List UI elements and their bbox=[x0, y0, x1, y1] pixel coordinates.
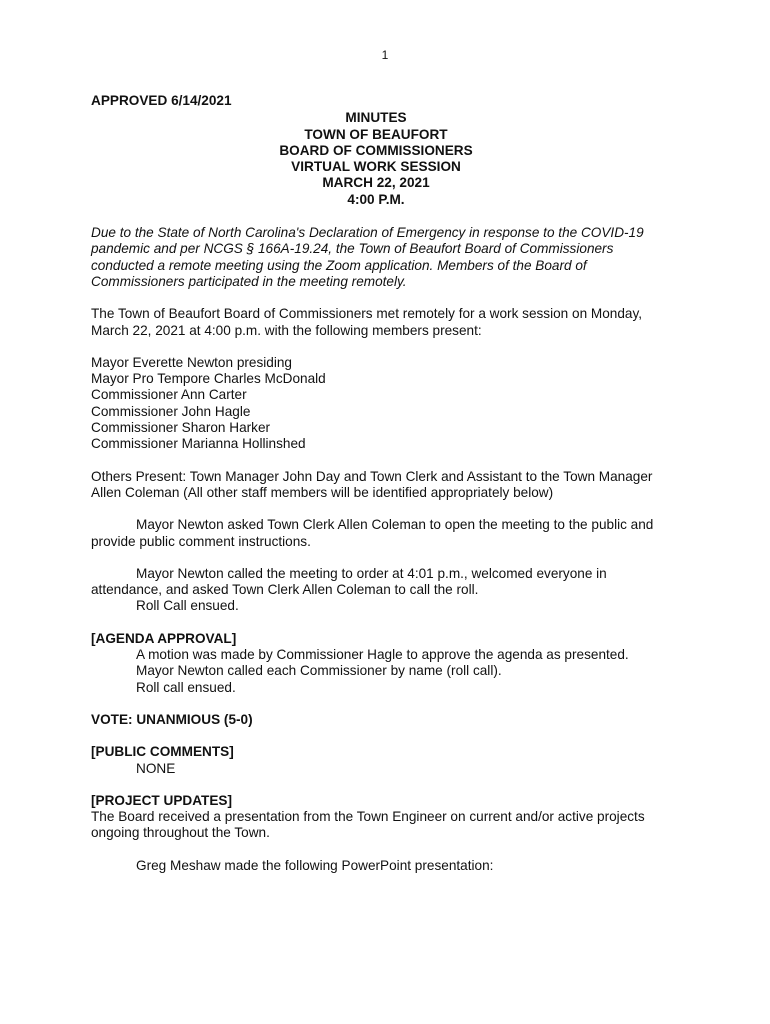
emergency-notice: Due to the State of North Carolina's Declaration of Emergency in response to the COVID-19 pandemic and per NCGS § 166A-19.24, the Town of Beaufort Board of Commissioners conducted a remote meeting using the Zoom application. Members of the Board of Commissioners participated in the meeting remotely. bbox=[91, 225, 644, 289]
open-meeting-paragraph: Mayor Newton asked Town Clerk Allen Coleman to open the meeting to the public and provide public comment instructions. bbox=[91, 517, 654, 549]
others-present: Others Present: Town Manager John Day and Town Clerk and Assistant to the Town Manager Allen Coleman (All other staff members will be identified appropriately below) bbox=[91, 468, 653, 500]
minutes-body bbox=[91, 93, 691, 874]
roll-call-line: Roll Call ensued. bbox=[136, 598, 239, 614]
header-line: MINUTES bbox=[345, 110, 407, 126]
public-comments-section: [PUBLIC COMMENTS] NONE bbox=[91, 744, 691, 777]
member-item: Commissioner Ann Carter bbox=[91, 387, 247, 403]
section-heading: [PROJECT UPDATES] bbox=[91, 792, 232, 808]
document-header bbox=[91, 110, 661, 208]
member-item: Commissioner Marianna Hollinshed bbox=[91, 436, 306, 452]
member-item: Mayor Everette Newton presiding bbox=[91, 354, 292, 370]
approved-stamp: APPROVED 6/14/2021 bbox=[91, 93, 232, 108]
header-line: MARCH 22, 2021 bbox=[322, 175, 430, 191]
header-line: VIRTUAL WORK SESSION bbox=[291, 159, 461, 175]
section-heading: [AGENDA APPROVAL] bbox=[91, 630, 237, 646]
session-paragraph: The Town of Beaufort Board of Commissioners met remotely for a work session on Monday, March 22, 2021 at 4:00 p.m. with the following members present: bbox=[91, 306, 643, 338]
header-line: TOWN OF BEAUFORT bbox=[304, 126, 448, 142]
member-item: Commissioner John Hagle bbox=[91, 403, 251, 419]
presentation-line: Greg Meshaw made the following PowerPoint presentation: bbox=[136, 857, 494, 873]
call-to-order-paragraph: Mayor Newton called the meeting to order at 4:01 p.m., welcomed everyone in attendance, and asked Town Clerk Allen Coleman to call the roll. Roll Call ensued. bbox=[91, 566, 691, 615]
agenda-approval-section: [AGENDA APPROVAL] A motion was made by Commissioner Hagle to approve the agenda as presented. Mayor Newton called each Commissioner by name (roll call). Roll call ensued. bbox=[91, 631, 691, 696]
project-updates-section: [PROJECT UPDATES] The Board received a presentation from the Town Engineer on current and/or active projects ongoing throughout the Town. Greg Meshaw made the following PowerPoint presentation: bbox=[91, 793, 691, 874]
member-item: Commissioner Sharon Harker bbox=[91, 420, 271, 436]
header-line: 4:00 P.M. bbox=[347, 191, 405, 207]
page-number: 1 bbox=[381, 48, 389, 62]
section-heading: [PUBLIC COMMENTS] bbox=[91, 744, 234, 760]
members-list bbox=[91, 355, 691, 453]
vote-result: VOTE: UNANMIOUS (5-0) bbox=[91, 711, 253, 727]
member-item: Mayor Pro Tempore Charles McDonald bbox=[91, 371, 326, 387]
header-line: BOARD OF COMMISSIONERS bbox=[279, 142, 473, 158]
